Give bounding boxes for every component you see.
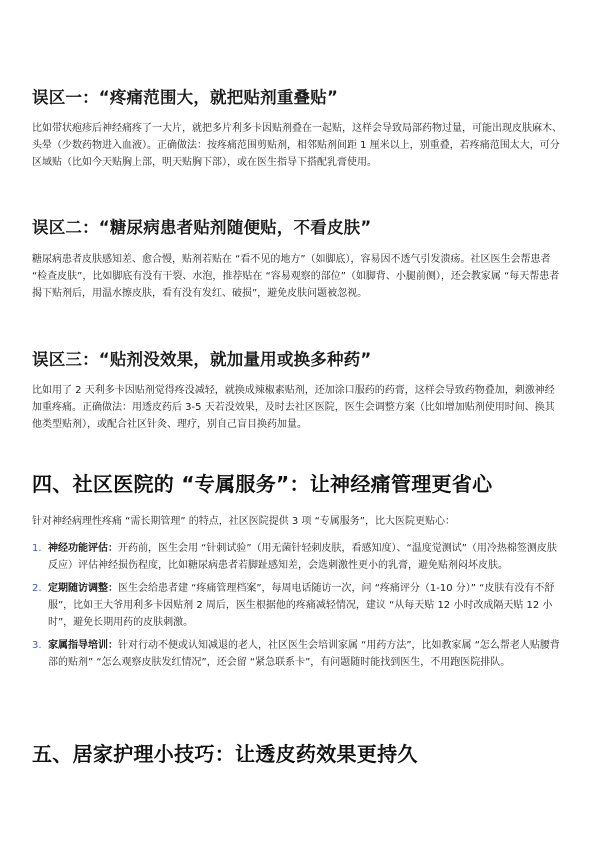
section-heading-home-care: 五、居家护理小技巧：让透皮药效果更持久 xyxy=(32,742,418,766)
section-intro-community-services: 针对神经病理性疼痛 “需长期管理” 的特点，社区医院提供 3 项 “专属服务”，比大医院更贴心： xyxy=(32,516,455,527)
section-heading-myth-3: 误区三：“贴剂没效果，就加量用或换多种药” xyxy=(32,350,372,369)
list-item-text: 医生会给患者建 “疼痛管理档案”，每周电话随访一次，问 “疼痛评分（1-10 分）” “皮肤有没有不舒服”，比如王大爷用利多卡因贴剂 2 周后，医生根据他的疼痛减轻情况，建议 “从每天贴 12 小时改成隔天贴 12 小时”，避免长期用药的皮肤刺激。 xyxy=(48,583,555,628)
list-item-title: 神经功能评估： xyxy=(48,543,118,554)
list-item-text: 针对行动不便或认知减退的老人，社区医生会培训家属 “用药方法”，比如教家属 “怎么帮老人贴腰背部的贴剂” “怎么观察皮肤发红情况”，还会留 “紧急联系卡”，有问题随时能找到医生，不用跑医院排队。 xyxy=(48,640,560,668)
list-item-number: 3. xyxy=(32,640,42,651)
section-body-myth-3: 比如用了 2 天利多卡因贴剂觉得疼没减轻，就换成辣椒素贴剂，还加涂口服药的药膏，这样会导致药物叠加，刺激神经加重疼痛。正确做法：用透皮药后 3-5 天若没效果，及时去社区医院，医生会调整方案（比如增加贴剂使用时间、换其他类型贴剂），或配合社区针灸、理疗，别自己盲目换药加量。 xyxy=(32,385,555,430)
section-body-myth-1: 比如带状疱疹后神经痛疼了一大片，就把多片利多卡因贴剂叠在一起贴，这样会导致局部药物过量，可能出现皮肤麻木、头晕（少数药物进入血液）。正确做法：按疼痛范围剪贴剂，相邻贴剂间距 1 厘米以上，别重叠，若疼痛范围太大，可分区域贴（比如今天贴胸上部，明天贴胸下部），或在医生指导下搭配乳膏使用。 xyxy=(32,123,562,168)
list-item xyxy=(32,540,563,574)
list-item xyxy=(32,580,563,631)
list-item-number: 1. xyxy=(32,543,42,554)
list-item xyxy=(32,637,563,671)
list-item-number: 2. xyxy=(32,583,42,594)
section-heading-myth-2: 误区二：“糖尿病患者贴剂随便贴，不看皮肤” xyxy=(32,218,372,237)
list-item-title: 家属指导培训： xyxy=(48,640,118,651)
section-body-myth-2: 糖尿病患者皮肤感知差、愈合慢，贴剂若贴在 “看不见的地方”（如脚底），容易因不透气引发溃疡。社区医生会帮患者 “检查皮肤”，比如脚底有没有干裂、水泡，推荐贴在 “容易观察的部位”（如脚背、小腿前侧），还会教家属 “每天帮患者揭下贴剂后，用温水擦皮肤，看有没有发红、破损”，避免皮肤问题被忽视。 xyxy=(32,254,560,299)
service-list xyxy=(32,540,563,671)
section-heading-myth-1: 误区一：“疼痛范围大，就把贴剂重叠贴” xyxy=(32,88,338,107)
list-item-text: 开药前，医生会用 “针刺试验”（用无菌针轻刺皮肤，看感知度）、“温度觉测试”（用冷热棉签测皮肤反应）评估神经损伤程度，比如糖尿病患者若脚趾感知差，会选刺激性更小的乳膏，避免贴剂闷坏皮肤。 xyxy=(48,543,557,571)
list-item-title: 定期随访调整： xyxy=(48,583,118,594)
section-heading-community-services: 四、社区医院的 “专属服务”：让神经痛管理更省心 xyxy=(32,472,493,496)
